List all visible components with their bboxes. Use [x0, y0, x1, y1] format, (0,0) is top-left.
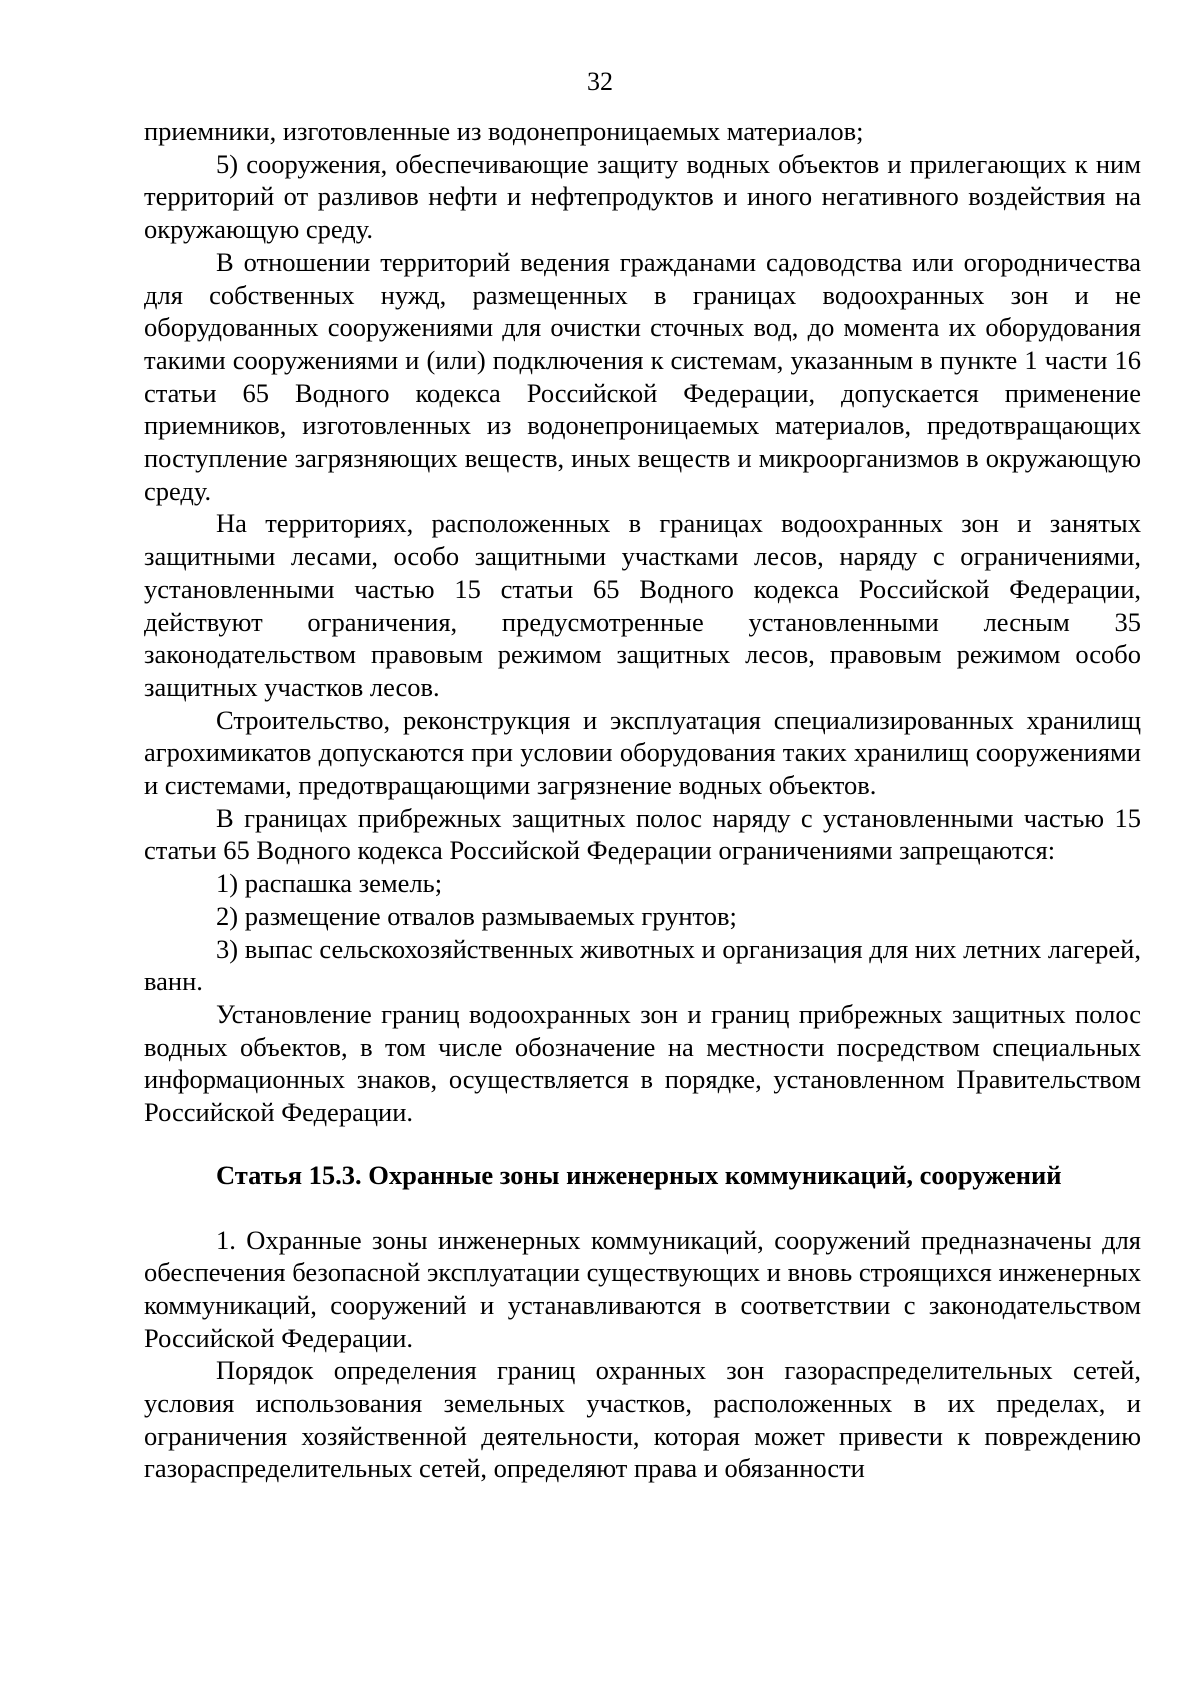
paragraph-agrochemical-storage: Строительство, реконструкция и эксплуатация специализированных хранилищ агрохимикатов допускаются при условии оборудования таких хранилищ сооружениями и системами, предотвращающими загрязнение водных объектов.	[144, 704, 1141, 801]
paragraph-prohibition-3: 3) выпас сельскохозяйственных животных и организация для них летних лагерей, ванн.	[144, 933, 1141, 997]
paragraph-list-item-5: 5) сооружения, обеспечивающие защиту водных объектов и прилегающих к ним территорий от разливов нефти и нефтепродуктов и иного негативного воздействия на окружающую среду.	[144, 148, 1141, 245]
paragraph-gardening-territories: В отношении территорий ведения гражданами садоводства или огородничества для собственных нужд, размещенных в границах водоохранных зон и не оборудованных сооружениями для очистки сточных вод, до момента их оборудования такими сооружениями и (или) подключения к системам, указанным в пункте 1 части 16 статьи 65 Водного кодекса Российской Федерации, допускается применение приемников, изготовленных из водонепроницаемых материалов, предотвращающих поступление загрязняющих веществ, иных веществ и микроорганизмов в окружающую среду.	[144, 246, 1141, 506]
paragraph-protective-forests: На территориях, расположенных в границах водоохранных зон и занятых защитными лесами, особо защитными участками лесов, наряду с ограничениями, установленными частью 15 статьи 65 Водного кодекса Российской Федерации, действуют ограничения, предусмотренные установленными лесным 35 законодательством правовым режимом защитных лесов, правовым режимом особо защитных участков лесов.	[144, 508, 1141, 702]
paragraph-boundaries-establishment: Установление границ водоохранных зон и границ прибрежных защитных полос водных объектов, в том числе обозначение на местности посредством специальных информационных знаков, осуществляется в порядке, установленном Правительством Российской Федерации.	[144, 998, 1141, 1128]
document-body	[144, 115, 1141, 1485]
paragraph-continuation: приемники, изготовленные из водонепроницаемых материалов;	[144, 116, 864, 146]
paragraph-prohibition-2: 2) размещение отвалов размываемых грунтов;	[216, 900, 737, 931]
paragraph-protection-zones: 1. Охранные зоны инженерных коммуникаций, сооружений предназначены для обеспечения безопасной эксплуатации существующих и вновь строящихся инженерных коммуникаций, сооружений и устанавливаются в соответствии с законодательством Российской Федерации.	[144, 1224, 1141, 1353]
paragraph-gas-networks: Порядок определения границ охранных зон газораспределительных сетей, условия использования земельных участков, расположенных в их пределах, и ограничения хозяйственной деятельности, которая может привести к повреждению газораспределительных сетей, определяют права и обязанности	[144, 1355, 1141, 1484]
article-heading: Статья 15.3. Охранные зоны инженерных коммуникаций, сооружений	[216, 1159, 1062, 1190]
paragraph-coastal-strips: В границах прибрежных защитных полос наряду с установленными частью 15 статьи 65 Водного кодекса Российской Федерации ограничениями запрещаются:	[144, 802, 1141, 866]
page-number: 32	[587, 67, 613, 96]
paragraph-prohibition-1: 1) распашка земель;	[216, 868, 443, 899]
